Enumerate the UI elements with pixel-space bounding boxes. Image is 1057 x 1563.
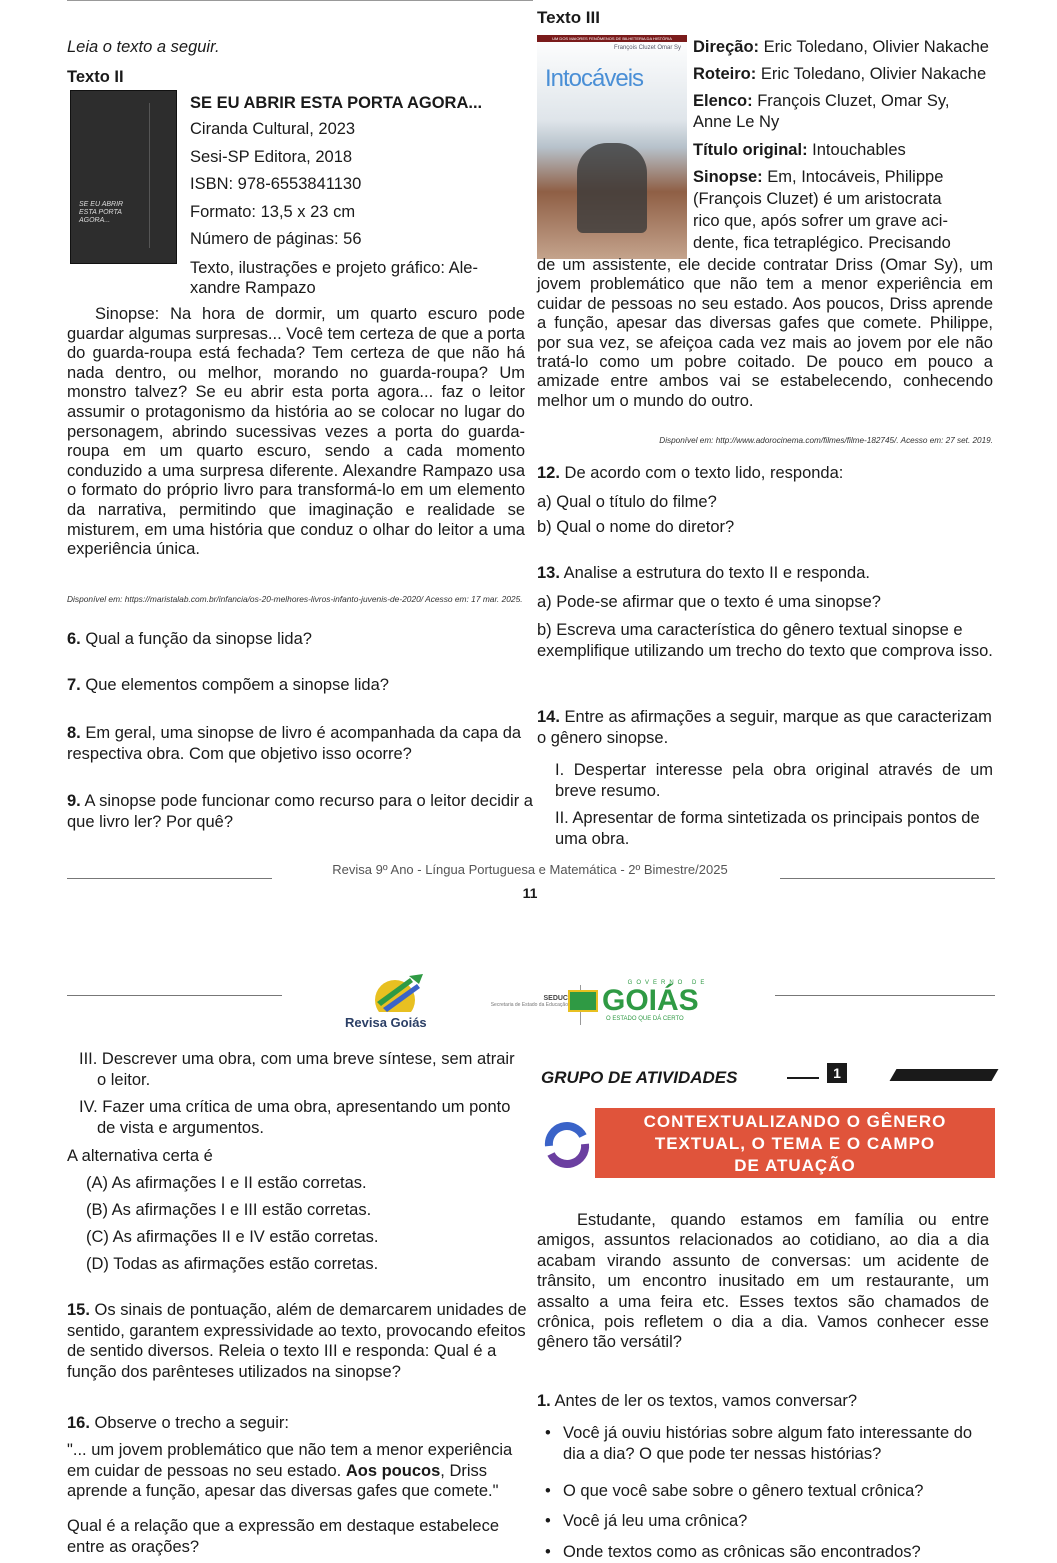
book-cover: [70, 90, 177, 264]
question-14: 14. Entre as afirmações a seguir, marque as que caracterizam o gênero sinopse.: [537, 708, 992, 747]
film-script: Roteiro: Eric Toledano, Olivier Nakache: [693, 65, 987, 83]
texto2-synopsis: Sinopse: Na hora de dormir, um quarto escuro pode guardar algumas surpresas... Você tem certeza de que a porta do guarda-roupa está fechada? Tem certeza de que não há nada dentro, ou melhor, morando no guarda-roupa? Um monstro talvez? Se eu abrir esta porta agora... faz o leitor assumir o protagonismo da história ao se colocar no lugar do personagem, abrindo sucessivas vezes a porta do guarda-roupa em um quarto escuro, sendo a cada momento conduzido a uma surpresa diferente. Alexandre Rampazo usa o formato do próprio livro para transformá-lo em um elemento da narrativa, permitindo que imaginação e realidade se misturem, em uma história que conduz o olhar do leitor a uma experiência única.: [67, 305, 525, 559]
book-credits-1: Texto, ilustrações e projeto gráfico: Ale-: [190, 259, 478, 277]
book-publisher-2: Sesi-SP Editora, 2018: [190, 147, 353, 166]
bullet-1: • Você já ouviu histórias sobre algum fato interessante do dia a dia? O que pode ter nessas histórias?: [545, 1424, 973, 1463]
film-cast: Elenco: François Cluzet, Omar Sy,: [693, 92, 950, 110]
revisa-goias-logo: Revisa Goiás: [345, 972, 445, 1032]
alternative-intro: A alternativa certa é: [67, 1147, 213, 1165]
book-isbn: ISBN: 978-6553841130: [190, 175, 362, 193]
texto3-source: Disponível em: http://www.adorocinema.com/filmes/filme-182745/. Acesso em: 27 set. 2019.: [659, 436, 993, 445]
film-synopsis-1: Sinopse: Em, Intocáveis, Philippe: [693, 168, 944, 186]
cycle-arrows-icon: [539, 1116, 595, 1172]
alternative-c: (C) As afirmações II e IV estão corretas.: [86, 1228, 379, 1246]
poster-cast: François Cluzet Omar Sy: [613, 45, 681, 51]
question-15: 15. Os sinais de pontuação, além de demarcarem unidades de sentido, garantem expressividade ao texto, provocando efeitos de sentido diversos. Releia o texto III e responda: Qual é a função dos parênteses utilizados na sinopse?: [67, 1301, 527, 1381]
book-format: Formato: 13,5 x 23 cm: [190, 202, 356, 221]
bullet-4: • Onde textos como as crônicas são encontrados?: [545, 1543, 921, 1561]
question-14-iii: III. Descrever uma obra, com uma breve síntese, sem atrair o leitor.: [79, 1050, 515, 1089]
question-1: 1. Antes de ler os textos, vamos conversar?: [537, 1392, 858, 1410]
film-direction: Direção: Eric Toledano, Olivier Nakache: [693, 38, 989, 56]
question-16: 16. Observe o trecho a seguir:: [67, 1414, 289, 1432]
alternative-d: (D) Todas as afirmações estão corretas.: [86, 1255, 379, 1273]
question-8: 8. Em geral, uma sinopse de livro é acompanhada da capa da respectiva obra. Com que objetivo isso ocorre?: [67, 724, 522, 763]
question-16b: Qual é a relação que a expressão em destaque estabelece entre as orações?: [67, 1517, 500, 1556]
book-pages: Número de páginas: 56: [190, 230, 362, 248]
question-12b: b) Qual o nome do diretor?: [537, 518, 735, 536]
texto2-label: Texto II: [67, 68, 124, 86]
question-12a: a) Qual o título do filme?: [537, 493, 717, 511]
question-12: 12. De acordo com o texto lido, responda:: [537, 464, 844, 482]
question-14-ii: II. Apresentar de forma sintetizada os principais pontos de uma obra.: [555, 809, 980, 848]
film-synopsis-2: (François Cluzet) é um aristocrata: [693, 190, 942, 208]
goias-logo: GOVERNO DE GOIÁS O ESTADO QUE DÁ CERTO: [568, 980, 748, 1022]
book-publisher: Ciranda Cultural, 2023: [190, 120, 356, 138]
poster-people: [577, 143, 647, 233]
bullet-3: • Você já leu uma crônica?: [545, 1512, 748, 1530]
quote: "... um jovem problemático que não tem a menor experiência em cuidar de pessoas no seu estado. Aos poucos, Driss aprende a função, apesar das diversas gafes que comete.": [67, 1441, 513, 1500]
question-13: 13. Analise a estrutura do texto II e responda.: [537, 564, 870, 582]
alternative-b: (B) As afirmações I e III estão corretas.: [86, 1201, 372, 1219]
group-header: GRUPO DE ATIVIDADES 1: [537, 1063, 997, 1089]
question-14-i: I. Despertar interesse pela obra original através de um breve resumo.: [555, 761, 993, 800]
question-6: 6. Qual a função da sinopse lida?: [67, 630, 312, 648]
page-footer: Revisa 9º Ano - Língua Portuguesa e Matemática - 2º Bimestre/2025: [332, 862, 728, 877]
alternative-a: (A) As afirmações I e II estão corretas.: [86, 1174, 367, 1192]
film-synopsis-4: dente, fica tetraplégico. Precisando: [693, 234, 951, 252]
question-14-iv: IV. Fazer uma crítica de uma obra, apresentando um ponto de vista e argumentos.: [79, 1098, 511, 1137]
intro: Leia o texto a seguir.: [67, 38, 220, 56]
book-credits-2: xandre Rampazo: [190, 279, 316, 297]
film-synopsis-3: rico que, após sofrer um grave aci-: [693, 212, 948, 230]
bullet-2: • O que você sabe sobre o gênero textual crônica?: [545, 1482, 924, 1500]
page-number: 11: [522, 885, 538, 901]
section-banner: CONTEXTUALIZANDO O GÊNERO TEXTUAL, O TEMA E O CAMPO DE ATUAÇÃO: [525, 1108, 995, 1178]
film-original-title: Título original: Intouchables: [693, 141, 906, 159]
poster-tagline: UM DOS MAIORES FENÔMENOS DE BILHETERIA DA HISTÓRIA: [537, 35, 687, 42]
texto2-source: Disponível em: https://maristalab.com.br/infancia/os-20-melhores-livros-infanto-juvenis-de-2020/ Acesso em: 17 mar. 2025.: [67, 594, 523, 604]
movie-poster: [537, 35, 687, 259]
section-intro: Estudante, quando estamos em família ou entre amigos, assuntos relacionados ao cotidiano, ao dia a dia acabam virando assunto de conversas: um acidente de trânsito, um encontro inusitado em um restaurante, um assalto a uma feira etc. Esses textos são chamados de crônica, pois refletem o dia a dia. Vamos conhecer esse gênero tão versátil?: [537, 1211, 989, 1352]
question-9: 9. A sinopse pode funcionar como recurso para o leitor decidir a que livro ler? Por quê?: [67, 792, 533, 831]
group-number-badge: 1: [827, 1063, 847, 1083]
seduc-logo: SEDUC Secretaria de Estado da Educação: [490, 995, 568, 1008]
book-cover-title: SE EU ABRIR ESTA PORTA AGORA...: [79, 201, 124, 224]
question-13b: b) Escreva uma característica do gênero textual sinopse e exemplifique utilizando um trecho do texto que comprova isso.: [537, 621, 993, 660]
texto3-title: Texto III: [537, 8, 600, 27]
film-cast-2: Anne Le Ny: [693, 113, 780, 131]
question-7: 7. Que elementos compõem a sinopse lida?: [67, 676, 389, 694]
question-13a: a) Pode-se afirmar que o texto é uma sinopse?: [537, 593, 881, 611]
book-title: SE EU ABRIR ESTA PORTA AGORA...: [190, 94, 483, 112]
film-synopsis-rest: de um assistente, ele decide contratar Driss (Omar Sy), um jovem problemático que não tem a menor experiência em cuidar de pessoas no seu estado. Aos poucos, Driss aprende a função, apesar das diversas gafes que comete. Philippe, por sua vez, se afeiçoa cada vez mais ao jovem por ele não tratá-lo como um pobre coitado. De pouco em pouco a amizade entre ambos vai se estabelecendo, conhecendo melhor um o mundo do outro.: [537, 256, 993, 410]
poster-title: Intocáveis: [545, 65, 644, 92]
